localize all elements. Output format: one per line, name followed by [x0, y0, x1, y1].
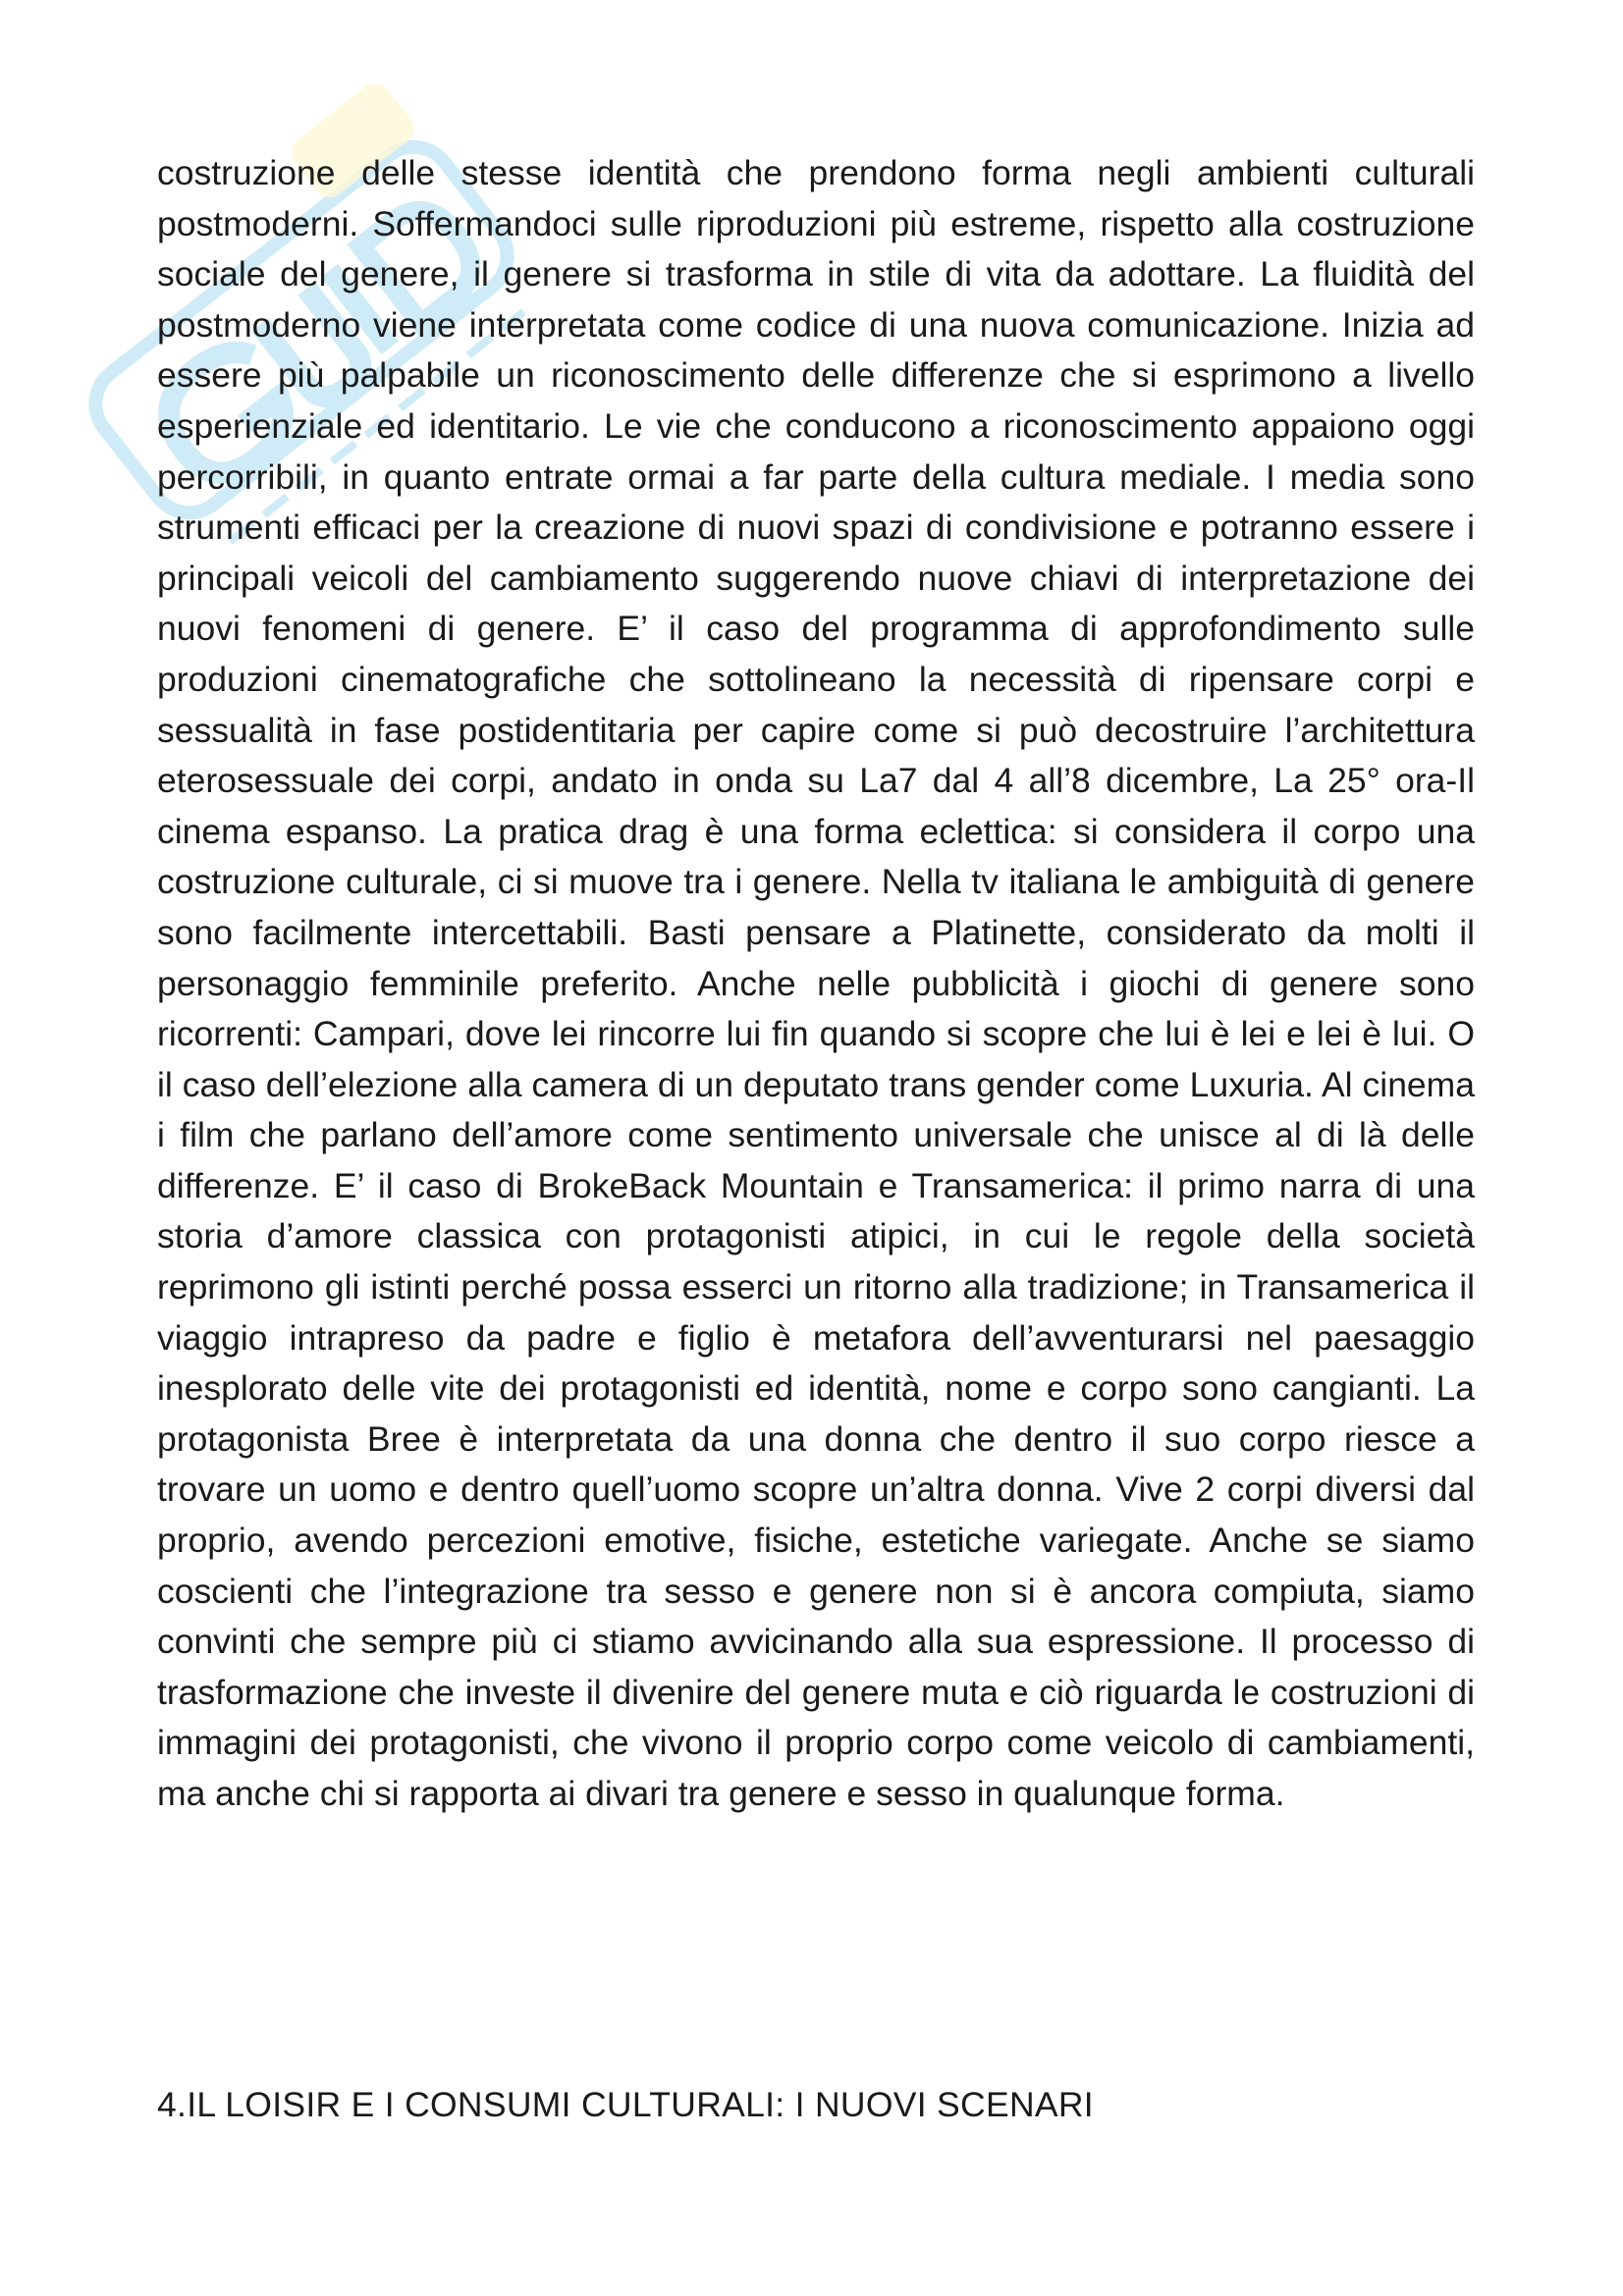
body-paragraph: costruzione delle stesse identità che prendono forma negli ambienti culturali postmoderni. Soffermandoci sulle riproduzioni più estreme, rispetto alla costruzione sociale del genere, il genere si trasforma in stile di vita da adottare. La fluidità del postmoderno viene interpretata come codice di una nuova comunicazione. Inizia ad essere più palpabile un riconoscimento delle differenze che si esprimono a livello esperienziale ed identitario. Le vie che conducono a riconoscimento appaiono oggi percorribili, in quanto entrate ormai a far parte della cultura mediale. I media sono strumenti efficaci per la creazione di nuovi spazi di condivisione e potranno essere i principali veicoli del cambiamento suggerendo nuove chiavi di interpretazione dei nuovi fenomeni di genere. E’ il caso del programma di approfondimento sulle produzioni cinematografiche che sottolineano la necessità di ripensare corpi e sessualità in fase postidentitaria per capire come si può decostruire l’architettura eterosessuale dei corpi, andato in onda su La7 dal 4 all’8 dicembre, La 25° ora-Il cinema espanso. La pratica drag è una forma eclettica: si considera il corpo una costruzione culturale, ci si muove tra i genere. Nella tv italiana le ambiguità di genere sono facilmente intercettabili. Basti pensare a Platinette, considerato da molti il personaggio femminile preferito. Anche nelle pubblicità i giochi di genere sono ricorrenti: Campari, dove lei rincorre lui fin quando si scopre che lui è lei e lei è lui. O il caso dell’elezione alla camera di un deputato trans gender come Luxuria. Al cinema i film che parlano dell’amore come sentimento universale che unisce al di là delle differenze. E’ il caso di BrokeBack Mountain e Transamerica: il primo narra di una storia d’amore classica con protagonisti atipici, in cui le regole della società reprimono gli istinti perché possa esserci un ritorno alla tradizione; in Transamerica il viaggio intrapreso da padre e figlio è metafora dell’avventurarsi nel paesaggio inesplorato delle vite dei protagonisti ed identità, nome e corpo sono cangianti. La protagonista Bree è interpretata da una donna che dentro il suo corpo riesce a trovare un uomo e dentro quell’uomo scopre un’altra donna. Vive 2 corpi diversi dal proprio, avendo percezioni emotive, fisiche, estetiche variegate. Anche se siamo coscienti che l’integrazione tra sesso e genere non si è ancora compiuta, siamo convinti che sempre più ci stiamo avvicinando alla sua espressione. Il processo di trasformazione che investe il divenire del genere muta e ciò riguarda le costruzioni di immagini dei protagonisti, che vivono il proprio corpo come veicolo di cambiamenti, ma anche chi si rapporta ai divari tra genere e sesso in qualunque forma. [157, 153, 1475, 1813]
document-page [157, 148, 1475, 1820]
section-heading: 4.IL LOISIR E I CONSUMI CULTURALI: I NUOVI SCENARI [157, 2085, 1094, 2124]
